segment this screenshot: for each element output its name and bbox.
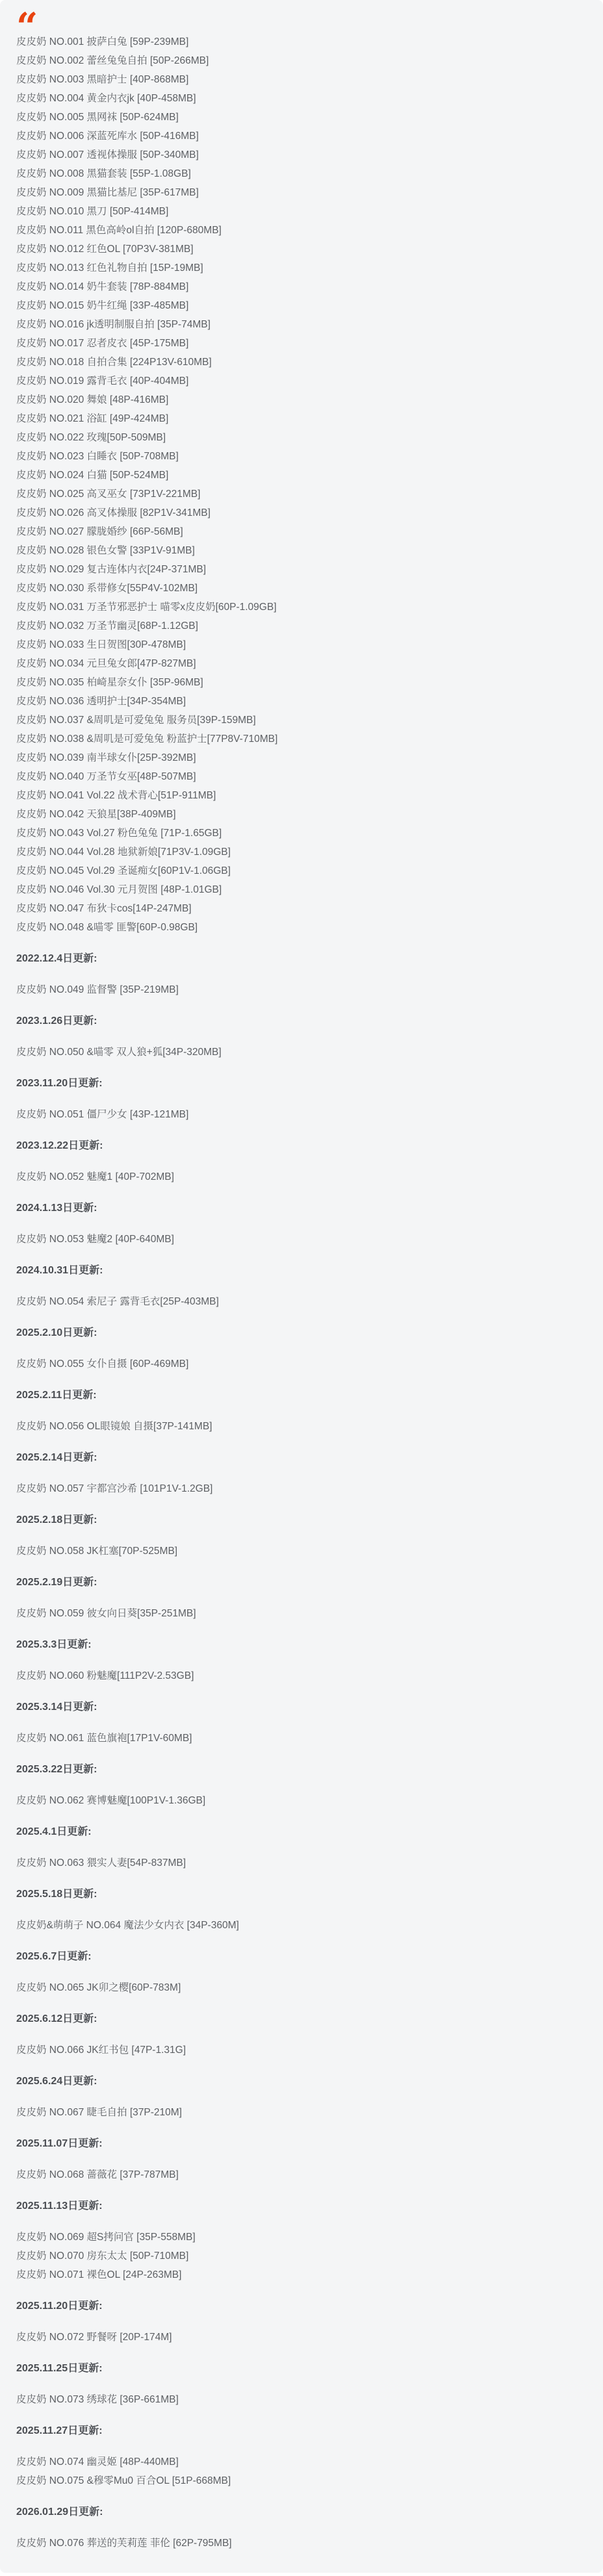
item-group (16, 1417, 584, 1436)
update-date-heading: 2025.11.13日更新: (16, 2200, 103, 2212)
list-item: 皮皮奶 NO.059 彼女向日葵[35P-251MB] (16, 1608, 196, 1619)
update-date-heading: 2024.10.31日更新: (16, 1265, 103, 1276)
list-item: 皮皮奶 NO.002 蕾丝兔兔自拍 [50P-266MB] (16, 55, 209, 66)
list-item: 皮皮奶 NO.040 万圣节女巫[48P-507MB] (16, 771, 196, 782)
item-group (16, 32, 584, 937)
list-item: 皮皮奶 NO.068 蔷薇花 [37P-787MB] (16, 2169, 179, 2180)
update-date-heading: 2025.3.3日更新: (16, 1639, 92, 1650)
update-date-heading: 2025.11.07日更新: (16, 2138, 103, 2149)
list-item: 皮皮奶 NO.057 宇都宫沙希 [101P1V-1.2GB] (16, 1483, 213, 1494)
update-date-heading: 2025.6.12日更新: (16, 2013, 97, 2024)
item-group (16, 2534, 584, 2553)
list-item: 皮皮奶 NO.062 赛博魅魔[100P1V-1.36GB] (16, 1795, 206, 1806)
quote-icon-row (16, 6, 584, 32)
update-date-heading: 2025.11.20日更新: (16, 2301, 103, 2312)
list-item: 皮皮奶 NO.021 浴缸 [49P-424MB] (16, 413, 169, 424)
item-group (16, 1916, 584, 1935)
list-item: 皮皮奶 NO.058 JK杠塞[70P-525MB] (16, 1546, 178, 1557)
list-item: 皮皮奶 NO.052 魅魔1 [40P-702MB] (16, 1171, 174, 1182)
item-group (16, 1791, 584, 1810)
item-group (16, 2328, 584, 2347)
update-date-heading: 2025.2.14日更新: (16, 1452, 97, 1463)
list-item: 皮皮奶 NO.063 猥实人妻[54P-837MB] (16, 1857, 186, 1868)
update-date-heading: 2023.11.20日更新: (16, 1078, 103, 1089)
list-item: 皮皮奶 NO.022 玫瑰[50P-509MB] (16, 432, 166, 443)
list-item: 皮皮奶 NO.051 僵尸少女 [43P-121MB] (16, 1109, 189, 1120)
list-item: 皮皮奶 NO.005 黑网袜 [50P-624MB] (16, 112, 179, 123)
list-item: 皮皮奶 NO.036 透明护士[34P-354MB] (16, 696, 186, 707)
list-item: 皮皮奶 NO.075 &穆零Mu0 百合OL [51P-668MB] (16, 2475, 231, 2486)
item-group (16, 1854, 584, 1872)
list-item: 皮皮奶 NO.073 绣球花 [36P-661MB] (16, 2394, 179, 2405)
list-item: 皮皮奶 NO.030 系带修女[55P4V-102MB] (16, 583, 198, 594)
item-group (16, 1542, 584, 1561)
list-item: 皮皮奶 NO.042 天狼星[38P-409MB] (16, 809, 176, 820)
item-group (16, 1043, 584, 1062)
item-group (16, 2103, 584, 2122)
list-item: 皮皮奶 NO.054 索尼子 露背毛衣[25P-403MB] (16, 1296, 219, 1307)
update-date-heading: 2025.2.11日更新: (16, 1390, 97, 1401)
list-item: 皮皮奶 NO.047 布狄卡cos[14P-247MB] (16, 903, 192, 914)
list-item: 皮皮奶 NO.026 高叉体操服 [82P1V-341MB] (16, 507, 211, 518)
list-item: 皮皮奶 NO.011 黑色高岭ol自拍 [120P-680MB] (16, 225, 222, 236)
list-item: 皮皮奶 NO.024 白猫 [50P-524MB] (16, 470, 169, 481)
update-date-heading: 2023.12.22日更新: (16, 1140, 103, 1151)
list-item: 皮皮奶 NO.055 女仆自摄 [60P-469MB] (16, 1358, 189, 1370)
list-item: 皮皮奶 NO.043 Vol.27 粉色兔兔 [71P-1.65GB] (16, 828, 222, 839)
list-item: 皮皮奶 NO.013 红色礼物自拍 [15P-19MB] (16, 262, 203, 274)
list-item: 皮皮奶 NO.032 万圣节幽灵[68P-1.12GB] (16, 620, 198, 631)
item-group (16, 1105, 584, 1124)
list-item: 皮皮奶 NO.020 舞娘 [48P-416MB] (16, 394, 169, 405)
list-item: 皮皮奶 NO.061 蓝色旗袍[17P1V-60MB] (16, 1733, 192, 1744)
quote-icon: “ (16, 6, 37, 32)
update-date-heading: 2022.12.4日更新: (16, 953, 97, 964)
update-date-heading: 2025.3.22日更新: (16, 1764, 97, 1775)
list-item: 皮皮奶 NO.007 透视体操服 [50P-340MB] (16, 149, 199, 160)
list-item: 皮皮奶 NO.015 奶牛红绳 [33P-485MB] (16, 300, 189, 311)
update-date-heading: 2025.5.18日更新: (16, 1889, 97, 1900)
update-date-heading: 2025.3.14日更新: (16, 1702, 97, 1713)
item-group (16, 1479, 584, 1498)
update-date-heading: 2025.11.25日更新: (16, 2363, 103, 2374)
list-item: 皮皮奶 NO.070 房东太太 [50P-710MB] (16, 2251, 189, 2262)
update-date-heading: 2025.2.10日更新: (16, 1327, 97, 1338)
item-group (16, 2228, 584, 2284)
update-date-heading: 2025.11.27日更新: (16, 2425, 103, 2436)
list-item: 皮皮奶 NO.045 Vol.29 圣诞痴女[60P1V-1.06GB] (16, 865, 231, 876)
update-date-heading: 2023.1.26日更新: (16, 1015, 97, 1027)
list-item: 皮皮奶 NO.044 Vol.28 地狱新娘[71P3V-1.09GB] (16, 847, 231, 858)
list-item: 皮皮奶 NO.056 OL眼镜娘 自摄[37P-141MB] (16, 1421, 212, 1432)
item-group (16, 1355, 584, 1373)
update-date-heading: 2025.6.7日更新: (16, 1951, 92, 1962)
item-group (16, 980, 584, 999)
update-date-heading: 2025.6.24日更新: (16, 2076, 97, 2087)
list-item: 皮皮奶 NO.029 复古连体内衣[24P-371MB] (16, 564, 206, 575)
list-item: 皮皮奶 NO.053 魅魔2 [40P-640MB] (16, 1234, 174, 1245)
list-item: 皮皮奶 NO.028 银色女警 [33P1V-91MB] (16, 545, 195, 556)
item-group (16, 1167, 584, 1186)
list-item: 皮皮奶 NO.001 披萨白兔 [59P-239MB] (16, 36, 189, 47)
item-group (16, 2041, 584, 2060)
update-list (16, 32, 584, 2553)
item-group (16, 1729, 584, 1748)
list-item: 皮皮奶 NO.067 睫毛自拍 [37P-210M] (16, 2107, 182, 2118)
list-item: 皮皮奶 NO.076 葬送的芙莉莲 菲伦 [62P-795MB] (16, 2538, 232, 2549)
list-item: 皮皮奶 NO.049 监督警 [35P-219MB] (16, 984, 179, 995)
list-item: 皮皮奶 NO.023 白睡衣 [50P-708MB] (16, 451, 179, 462)
list-item: 皮皮奶 NO.048 &喵零 匪警[60P-0.98GB] (16, 922, 198, 933)
list-item: 皮皮奶 NO.046 Vol.30 元月贺图 [48P-1.01GB] (16, 884, 222, 895)
list-item: 皮皮奶 NO.033 生日贺图[30P-478MB] (16, 639, 186, 650)
list-item: 皮皮奶 NO.072 野餐呀 [20P-174M] (16, 2332, 172, 2343)
list-item: 皮皮奶 NO.031 万圣节邪恶护士 喵零x皮皮奶[60P-1.09GB] (16, 602, 277, 613)
item-group (16, 2453, 584, 2490)
item-group (16, 2390, 584, 2409)
item-group (16, 1230, 584, 1249)
list-item: 皮皮奶 NO.039 南半球女仆[25P-392MB] (16, 752, 196, 763)
list-item: 皮皮奶 NO.035 柏崎星奈女仆 [35P-96MB] (16, 677, 203, 688)
list-item: 皮皮奶 NO.069 超S拷问官 [35P-558MB] (16, 2232, 196, 2243)
list-item: 皮皮奶 NO.034 元旦兔女郎[47P-827MB] (16, 658, 196, 669)
list-item: 皮皮奶 NO.041 Vol.22 战术背心[51P-911MB] (16, 790, 216, 801)
update-date-heading: 2025.4.1日更新: (16, 1826, 92, 1837)
list-item: 皮皮奶 NO.065 JK卯之樱[60P-783M] (16, 1982, 181, 1993)
list-item: 皮皮奶 NO.038 &周叽是可爱兔兔 粉蓝护士[77P8V-710MB] (16, 733, 278, 745)
list-item: 皮皮奶 NO.003 黑暗护士 [40P-868MB] (16, 74, 189, 85)
item-group (16, 1978, 584, 1997)
list-item: 皮皮奶 NO.060 粉魅魔[111P2V-2.53GB] (16, 1670, 194, 1681)
update-date-heading: 2025.2.18日更新: (16, 1514, 97, 1525)
update-date-heading: 2026.01.29日更新: (16, 2506, 103, 2518)
item-group (16, 1666, 584, 1685)
list-item: 皮皮奶 NO.025 高叉巫女 [73P1V-221MB] (16, 489, 201, 500)
list-item: 皮皮奶 NO.006 深蓝死库水 [50P-416MB] (16, 131, 199, 142)
list-item: 皮皮奶 NO.017 忍者皮衣 [45P-175MB] (16, 338, 189, 349)
list-item: 皮皮奶 NO.004 黄金内衣jk [40P-458MB] (16, 93, 196, 104)
list-item: 皮皮奶 NO.014 奶牛套装 [78P-884MB] (16, 281, 189, 292)
update-date-heading: 2025.2.19日更新: (16, 1577, 97, 1588)
list-item: 皮皮奶 NO.010 黑刀 [50P-414MB] (16, 206, 169, 217)
list-item: 皮皮奶 NO.050 &喵零 双人狼+狐[34P-320MB] (16, 1047, 222, 1058)
list-item: 皮皮奶 NO.016 jk透明制服自拍 [35P-74MB] (16, 319, 211, 330)
update-date-heading: 2024.1.13日更新: (16, 1203, 97, 1214)
list-item: 皮皮奶 NO.074 幽灵姬 [48P-440MB] (16, 2456, 179, 2468)
item-group (16, 2165, 584, 2184)
item-group (16, 1604, 584, 1623)
list-item: 皮皮奶 NO.012 红色OL [70P3V-381MB] (16, 244, 194, 255)
list-item: 皮皮奶 NO.066 JK红书包 [47P-1.31G] (16, 2045, 186, 2056)
list-item: 皮皮奶&萌萌子 NO.064 魔法少女内衣 [34P-360M] (16, 1920, 239, 1931)
list-item: 皮皮奶 NO.009 黑猫比基尼 [35P-617MB] (16, 187, 199, 198)
list-item: 皮皮奶 NO.027 朦胧婚纱 [66P-56MB] (16, 526, 183, 537)
list-item: 皮皮奶 NO.037 &周叽是可爱兔兔 服务员[39P-159MB] (16, 715, 256, 726)
list-item: 皮皮奶 NO.008 黑猫套装 [55P-1.08GB] (16, 168, 191, 179)
list-item: 皮皮奶 NO.018 自拍合集 [224P13V-610MB] (16, 357, 212, 368)
list-item: 皮皮奶 NO.019 露背毛衣 [40P-404MB] (16, 376, 189, 387)
item-group (16, 1292, 584, 1311)
list-item: 皮皮奶 NO.071 裸色OL [24P-263MB] (16, 2269, 182, 2280)
